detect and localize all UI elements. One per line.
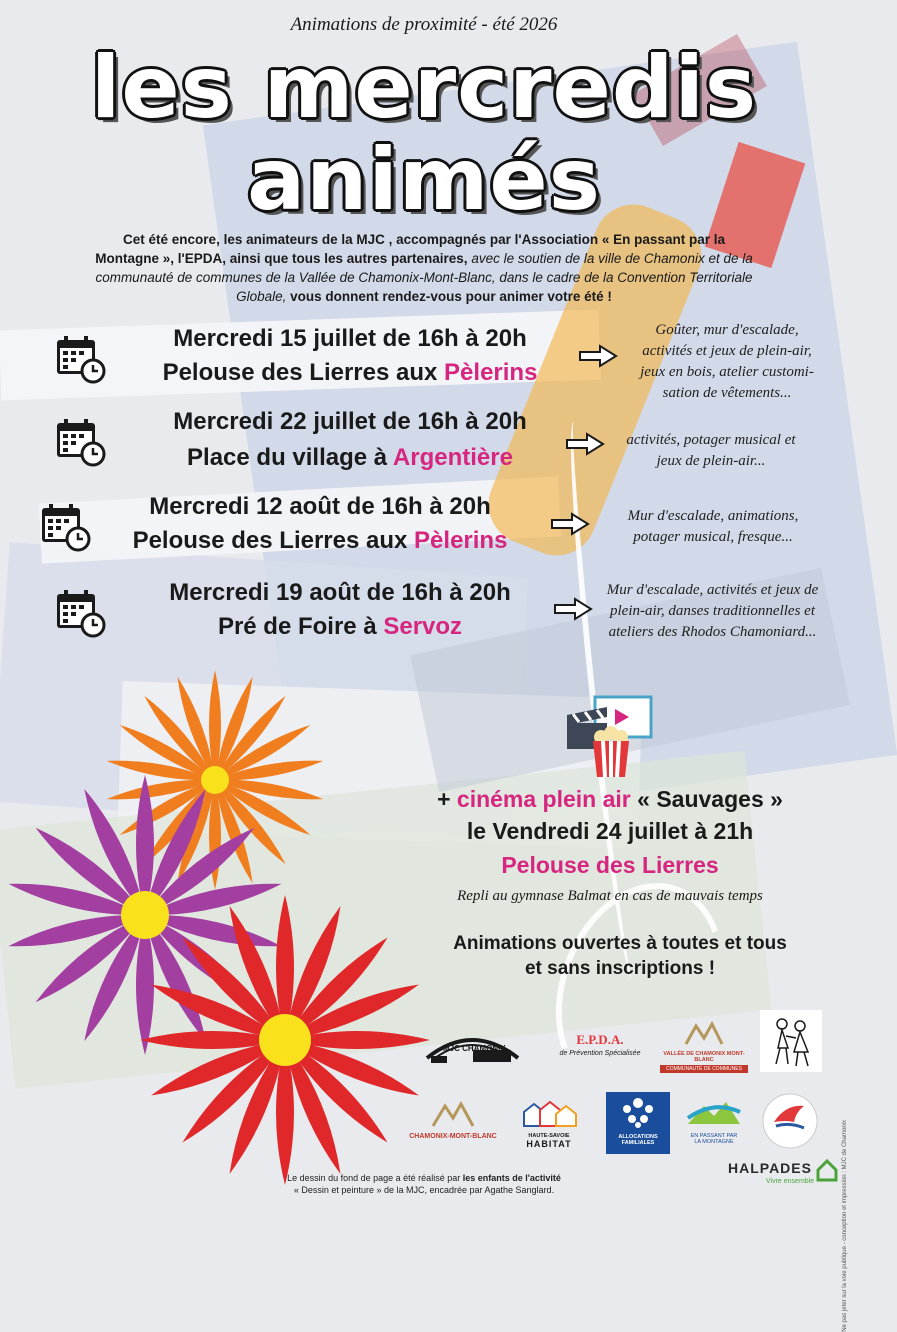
- event-4-desc-line-1: Mur d'escalade, activités et jeux de: [606, 582, 819, 598]
- event-3-date: Mercredi 12 août de 16h à 20h: [149, 493, 491, 520]
- event-1-place-highlight: Pèlerins: [444, 359, 538, 386]
- caf-logo-text-2: FAMILIALES: [621, 1140, 655, 1146]
- red-flower-illustration: [135, 890, 435, 1190]
- caf-logo-text-1: ALLOCATIONS: [618, 1134, 658, 1140]
- cinema-place: Pelouse des Lierres: [501, 852, 719, 878]
- event-2-desc-line-2: jeux de plein-air...: [656, 453, 766, 469]
- vallee-chamonix-logo: [660, 1020, 748, 1074]
- arrow-right-icon: [553, 597, 593, 621]
- title-line-2: animés: [247, 130, 601, 230]
- event-3-description: [598, 506, 828, 548]
- calendar-clock-icon: [55, 417, 107, 467]
- open-line-2: et sans inscriptions !: [524, 958, 716, 979]
- calendar-clock-icon: [55, 334, 107, 384]
- cinema-line-1: [380, 786, 840, 813]
- vallee-logo-text: VALLÉE DE CHAMONIX MONT-BLANC: [663, 1051, 745, 1063]
- event-2-place-highlight: Argentière: [392, 444, 513, 471]
- event-1-desc-line-3: jeux en bois, atelier customi-: [640, 364, 814, 380]
- kicker: Animations de proximité - été 2026: [290, 14, 558, 35]
- halpades-logo-text: HALPADES: [728, 1160, 812, 1176]
- halpades-logo-subtext: Vivre ensemble: [766, 1178, 815, 1185]
- event-4-place: [120, 611, 560, 643]
- hsh-logo-text-2: HABITAT: [526, 1139, 572, 1149]
- arrow-right-icon: [550, 512, 590, 536]
- event-2-place-prefix: Place du village à: [187, 444, 393, 471]
- haute-savoie-habitat-logo: [518, 1100, 580, 1154]
- event-1-description: [622, 320, 832, 404]
- mountain-wave-icon: [686, 1096, 742, 1128]
- event-4-desc-line-3: ateliers des Rhodos Chamoniard...: [608, 624, 817, 640]
- event-3-place-prefix: Pelouse des Lierres aux: [132, 527, 415, 554]
- intro-paragraph: [90, 230, 758, 306]
- arrow-right-icon: [578, 344, 618, 368]
- event-1-desc-line-1: Goûter, mur d'escalade,: [655, 322, 799, 338]
- event-1-place-prefix: Pelouse des Lierres aux: [162, 359, 445, 386]
- epda-logo: [540, 1032, 660, 1068]
- side-credit: Ne pas jeter sur la voie publique - conception et impression : MJC de Chamonix: [842, 1120, 848, 1332]
- cinema-plus: +: [437, 786, 457, 812]
- event-2-description: [596, 430, 826, 472]
- mjc-chamonix-logo: [425, 1028, 520, 1074]
- event-4-place-prefix: Pré de Foire à: [217, 613, 384, 640]
- footer-l1-b: les enfants de l'activité: [462, 1173, 561, 1183]
- intro-bold-1: Cet été encore, les animateurs de la MJC , accompagnés par l'Association « En passant par la Montagne », l'EPDA, ainsi que tous les autres partenaires,: [95, 232, 725, 266]
- hsh-logo-text-1: HAUTE-SAVOIE: [528, 1133, 570, 1139]
- footer-l2: « Dessin et peinture » de la MJC, encadrée par Agathe Sanglard.: [293, 1185, 555, 1195]
- en-passant-par-la-montagne-logo: [682, 1096, 746, 1152]
- event-2-desc-line-1: activités, potager musical et: [626, 432, 796, 448]
- event-4-description: [590, 580, 835, 643]
- event-2-place: [130, 442, 570, 474]
- epda-logo-text: E.P.D.A.: [576, 1032, 624, 1047]
- caf-logo: [606, 1092, 670, 1154]
- cinema-date: le Vendredi 24 juillet à 21h: [466, 818, 754, 844]
- calendar-clock-icon: [55, 588, 107, 638]
- event-1-date: Mercredi 15 juillet de 16h à 20h: [173, 325, 527, 352]
- event-4-date: Mercredi 19 août de 16h à 20h: [169, 579, 511, 606]
- event-1-desc-line-2: activités et jeux de plein-air,: [642, 343, 812, 359]
- mjc-logo-text: MJC CHAMONIX: [443, 1044, 506, 1053]
- calendar-clock-icon: [40, 502, 92, 552]
- epm-logo-text-2: LA MONTAGNE: [694, 1139, 734, 1145]
- event-3-place-highlight: Pèlerins: [414, 527, 508, 554]
- open-line-1: Animations ouvertes à toutes et tous: [453, 933, 787, 954]
- event-3-place: [100, 525, 540, 557]
- event-4-place-highlight: Servoz: [383, 613, 463, 640]
- event-3-desc-line-2: potager musical, fresque...: [633, 529, 793, 545]
- event-2-date: Mercredi 22 juillet de 16h à 20h: [173, 408, 527, 435]
- cinema-note: Repli au gymnase Balmat en cas de mauvais temps: [457, 888, 763, 904]
- event-4-desc-line-2: plein-air, danses traditionnelles et: [610, 603, 815, 619]
- event-3-desc-line-1: Mur d'escalade, animations,: [627, 508, 799, 524]
- houses-icon: [520, 1100, 578, 1128]
- secours-populaire-logo: [760, 1092, 820, 1150]
- cinema-highlight: cinéma plein air: [456, 786, 631, 812]
- event-1-desc-line-4: sation de vêtements...: [662, 385, 792, 401]
- mountain-icon: [431, 1100, 475, 1128]
- title-line-1: les mercredis: [90, 38, 758, 138]
- chamonix-mont-blanc-logo: [408, 1100, 498, 1148]
- cinema-popcorn-icon: [565, 695, 655, 780]
- cinema-film-title: « Sauvages »: [630, 786, 783, 812]
- people-icon: [618, 1095, 658, 1129]
- event-1-place: [130, 357, 570, 389]
- epda-logo-subtext: de Prévention Spécialisée: [559, 1050, 641, 1057]
- footer-credit: [0, 1172, 848, 1196]
- folk-dancers-logo: [760, 1010, 822, 1072]
- intro-bold-2: vous donnent rendez-vous pour animer votre été !: [286, 289, 612, 304]
- epm-logo-text-1: EN PASSANT PAR: [690, 1133, 738, 1139]
- intro-italic: avec le soutien de la ville de Chamonix et de la communauté de communes de la Vallée de Chamonix-Mont-Blanc, dans le cadre de la Convention Territoriale Globale,: [95, 251, 753, 304]
- chamonix-logo-text: CHAMONIX-MONT-BLANC: [409, 1133, 497, 1140]
- vallee-logo-subtext: COMMUNAUTÉ DE COMMUNES: [660, 1065, 748, 1073]
- footer-l1-a: Le dessin du fond de page a été réalisé par: [287, 1173, 463, 1183]
- mountain-icon: [684, 1020, 724, 1046]
